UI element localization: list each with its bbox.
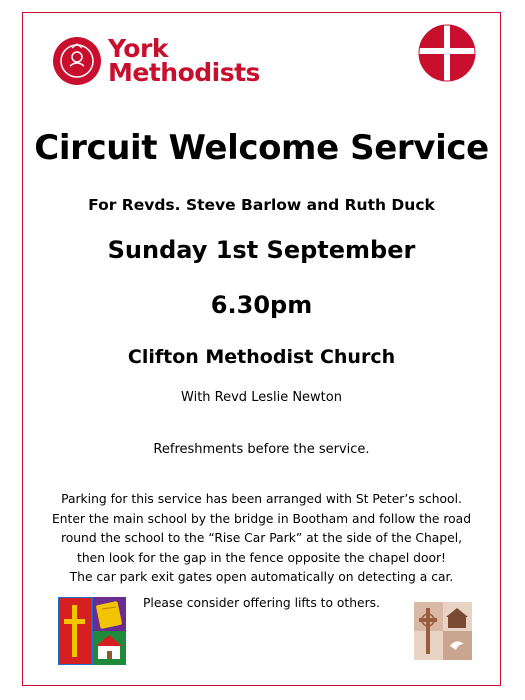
parking-line: Parking for this service has been arranged with St Peter’s school. xyxy=(61,492,462,506)
parking-line: Enter the main school by the bridge in Bootham and follow the road xyxy=(51,511,471,526)
page-title: Circuit Welcome Service xyxy=(34,128,489,168)
refreshments-note: Refreshments before the service. xyxy=(153,442,370,457)
lifts-note: Please consider offering lifts to others. xyxy=(142,596,380,610)
service-time: 6.30pm xyxy=(210,291,313,319)
parking-line: The car park exit gates open automatically on detecting a car. xyxy=(69,570,454,584)
with-revd-line: With Revd Leslie Newton xyxy=(181,390,342,405)
parking-line: round the school to the “Rise Car Park” at the side of the Chapel, xyxy=(60,531,463,545)
parking-instructions xyxy=(22,490,501,588)
cross-church-dove-tiles-icon xyxy=(414,602,472,660)
logo-text-methodists: Methodists xyxy=(108,58,260,87)
venue-name: Clifton Methodist Church xyxy=(127,346,396,368)
york-methodists-logo xyxy=(52,36,262,88)
for-revds-line: For Revds. Steve Barlow and Ruth Duck xyxy=(88,196,435,214)
parking-line: then look for the gap in the fence opposite the chapel door! xyxy=(77,550,446,565)
growing-in-christ-ring-icon xyxy=(52,36,102,86)
logo-text-york: York xyxy=(108,34,168,63)
service-date: Sunday 1st September xyxy=(107,236,416,264)
methodist-cross-emblem-icon xyxy=(418,24,476,82)
colourful-cross-bible-church-icon xyxy=(58,597,126,665)
